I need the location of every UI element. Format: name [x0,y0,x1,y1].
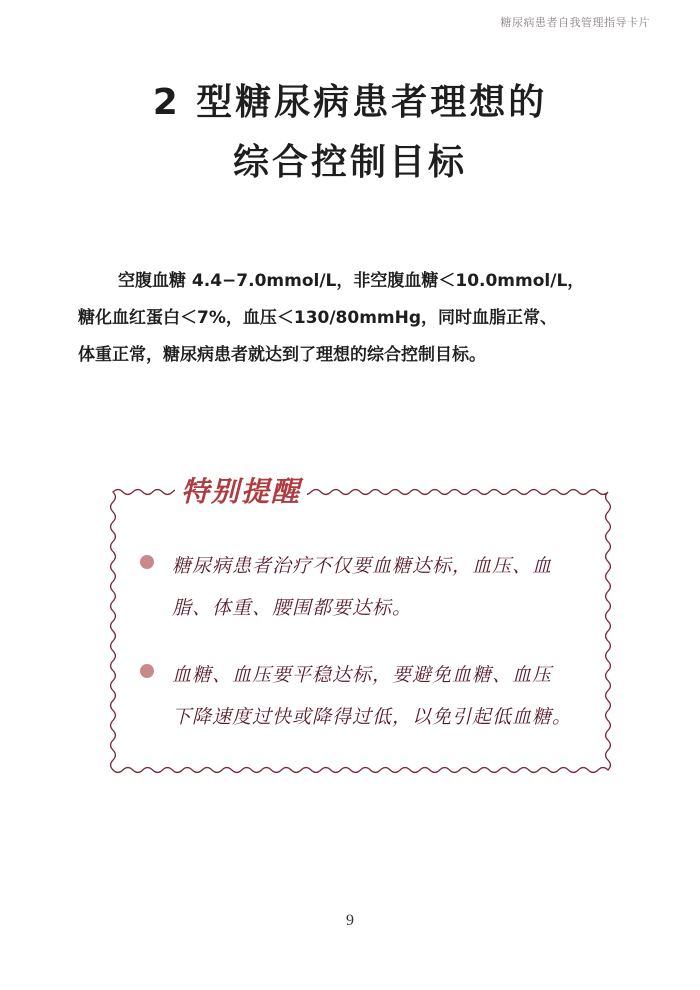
page-title-line-2: 综合控制目标 [232,142,467,183]
reminder-line: 糖尿病患者治疗不仅要血糖达标，血压、血 [172,555,553,577]
reminder-item-text [172,545,602,629]
bullet-dot-icon [140,555,154,569]
reminder-line: 下降速度过快或降得过低，以免引起低血糖。 [172,706,573,728]
reminder-line: 血糖、血压要平稳达标，要避免血糖、血压 [172,664,553,686]
running-header: 糖尿病患者自我管理指导卡片 [500,16,650,29]
page-number: 9 [346,912,354,929]
body-line: 糖化血红蛋白＜7%，血压＜130/80mmHg，同时血脂正常、 [78,308,558,328]
reminder-title: 特别提醒 [175,470,307,510]
body-line: 体重正常，糖尿病患者就达到了理想的综合控制目标。 [78,345,486,365]
reminder-item-text [172,654,602,738]
page-title-line-1: 2 型糖尿病患者理想的 [152,82,548,123]
body-line: 空腹血糖 4.4−7.0mmol/L，非空腹血糖＜10.0mmol/L， [118,271,585,291]
bullet-dot-icon [140,664,154,678]
reminder-line: 脂、体重、腰围都要达标。 [172,597,413,619]
